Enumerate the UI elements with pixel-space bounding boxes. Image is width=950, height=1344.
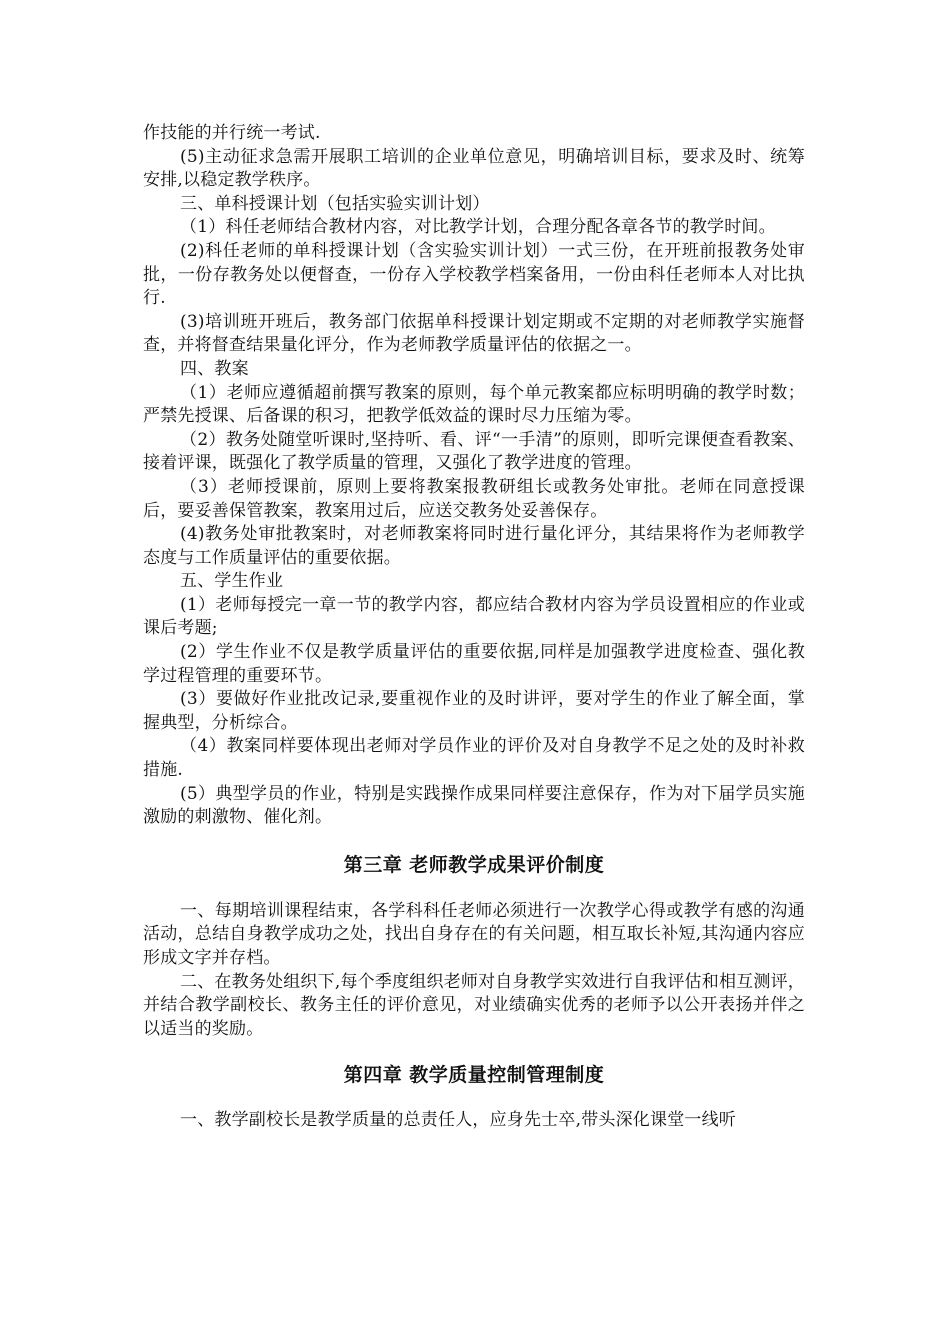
paragraph: 四、教案 bbox=[180, 358, 249, 379]
paragraph: (2）学生作业不仅是教学质量评估的重要依据,同样是加强教学进度检查、强化教学过程管理的重要环节。 bbox=[143, 642, 805, 686]
paragraph: （1）老师应遵循超前撰写教案的原则，每个单元教案都应标明明确的教学时数；严禁先授课、后备课的积习，把教学低效益的课时尽力压缩为零。 bbox=[143, 382, 805, 427]
chapter-four-heading: 第四章 教学质量控制管理制度 bbox=[343, 1064, 605, 1087]
chapter-three-heading: 第三章 老师教学成果评价制度 bbox=[343, 853, 605, 876]
paragraph: 三、单科授课计划（包括实验实训计划） bbox=[180, 193, 490, 214]
chapter-three-body bbox=[143, 900, 805, 1042]
paragraph: （4）教案同样要体现出老师对学员作业的评价及对自身教学不足之处的及时补救措施. bbox=[143, 736, 805, 781]
paragraph: (4)教务处审批教案时，对老师教案将同时进行量化评分，其结果将作为老师教学态度与工作质量评估的重要依据。 bbox=[143, 524, 805, 568]
paragraph: （3）老师授课前，原则上要将教案报教研组长或教务处审批。老师在同意授课后，要妥善保管教案，教案用过后，应送交教务处妥善保存。 bbox=[143, 476, 805, 521]
paragraph: (3）要做好作业批改记录,要重视作业的及时讲评，要对学生的作业了解全面，掌握典型，分析综合。 bbox=[143, 689, 805, 733]
paragraph: 二、在教务处组织下,每个季度组织老师对自身教学实效进行自我评估和相互测评，并结合教学副校长、教务主任的评价意见，对业绩确实优秀的老师予以公开表扬并伴之以适当的奖励。 bbox=[143, 971, 805, 1039]
paragraph: (1）老师每授完一章一节的教学内容，都应结合教材内容为学员设置相应的作业或课后考题; bbox=[143, 594, 805, 639]
document-body bbox=[143, 122, 805, 1133]
paragraph: (2)科任老师的单科授课计划（含实验实训计划）一式三份，在开班前报教务处审批，一份存教务处以便督查，一份存入学校教学档案备用，一份由科任老师本人对比执行. bbox=[143, 240, 805, 309]
paragraph: 作技能的并行统一考试. bbox=[143, 123, 321, 143]
paragraph: （2）教务处随堂听课时,坚持听、看、评“一手清”的原则，即听完课便查看教案、接着评课，既强化了教学质量的管理，又强化了教学进度的管理。 bbox=[143, 429, 805, 474]
paragraph: (5）典型学员的作业，特别是实践操作成果同样要注意保存，作为对下届学员实施激励的刺激物、催化剂。 bbox=[143, 783, 805, 828]
paragraph: (3)培训班开班后，教务部门依据单科授课计划定期或不定期的对老师教学实施督查，并将督查结果量化评分，作为老师教学质量评估的依据之一。 bbox=[143, 311, 805, 356]
section-two-three-four-five bbox=[143, 122, 805, 830]
paragraph: (5)主动征求急需开展职工培训的企业单位意见，明确培训目标，要求及时、统筹安排,以稳定教学秩序。 bbox=[143, 146, 805, 191]
paragraph: 五、学生作业 bbox=[180, 571, 284, 592]
paragraph: （1）科任老师结合教材内容，对比教学计划，合理分配各章各节的教学时间。 bbox=[180, 217, 776, 238]
paragraph: 一、每期培训课程结束，各学科科任老师必须进行一次教学心得或教学有感的沟通活动，总结自身教学成功之处，找出自身存在的有关问题，相互取长补短,其沟通内容应形成文字并存档。 bbox=[143, 900, 805, 968]
paragraph: 一、教学副校长是教学质量的总责任人，应身先士卒,带头深化课堂一线听 bbox=[180, 1110, 737, 1131]
chapter-four-body bbox=[143, 1109, 805, 1133]
